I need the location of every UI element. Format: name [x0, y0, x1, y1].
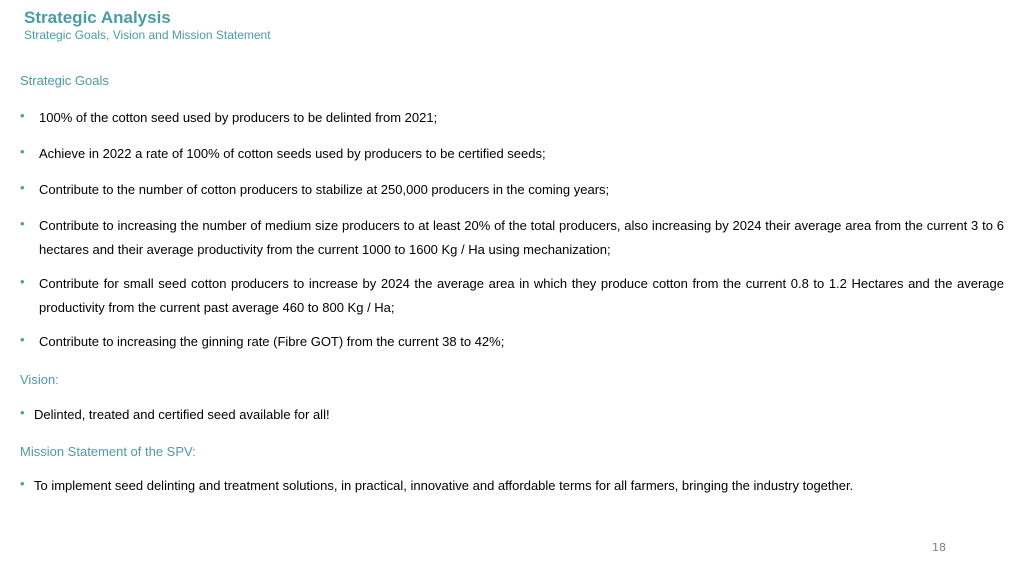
bullet-icon: •: [20, 405, 25, 420]
bullet-icon: •: [20, 274, 25, 289]
bullet-icon: •: [20, 216, 25, 231]
vision-item-text: Delinted, treated and certified seed available for all!: [34, 407, 330, 422]
goal-item: [20, 106, 1004, 130]
goal-item: [20, 214, 1004, 262]
page-number: 18: [932, 541, 946, 554]
bullet-icon: •: [20, 332, 25, 347]
goal-item: [20, 330, 1004, 354]
page-title: Strategic Analysis: [24, 8, 171, 27]
goal-item-text: Achieve in 2022 a rate of 100% of cotton seeds used by producers to be certified seeds;: [39, 146, 546, 161]
vision-heading: Vision:: [20, 372, 59, 387]
goal-item-text: Contribute to increasing the ginning rate (Fibre GOT) from the current 38 to 42%;: [39, 334, 505, 349]
strategic-goals-heading: Strategic Goals: [20, 73, 109, 88]
mission-item-text: To implement seed delinting and treatment solutions, in practical, innovative and affordable terms for all farmers, bringing the industry together.: [34, 478, 854, 493]
vision-item: [20, 403, 999, 427]
goal-item-text: Contribute for small seed cotton producers to increase by 2024 the average area in which they produce cotton from the current 0.8 to 1.2 Hectares and the average productivity from the current past average 460 to 800 Kg / Ha;: [39, 276, 1004, 315]
mission-item: [20, 474, 999, 498]
goal-item: [20, 178, 1004, 202]
goal-item: [20, 142, 1004, 166]
goal-item: [20, 272, 1004, 320]
bullet-icon: •: [20, 180, 25, 195]
goal-item-text: 100% of the cotton seed used by producers to be delinted from 2021;: [39, 110, 438, 125]
goal-item-text: Contribute to increasing the number of medium size producers to at least 20% of the total producers, also increasing by 2024 their average area from the current 3 to 6 hectares and their average productivity from the current 1000 to 1600 Kg / Ha using mechanization;: [39, 218, 1004, 257]
bullet-icon: •: [20, 144, 25, 159]
goal-item-text: Contribute to the number of cotton producers to stabilize at 250,000 producers in the coming years;: [39, 182, 610, 197]
bullet-icon: •: [20, 476, 25, 491]
bullet-icon: •: [20, 108, 25, 123]
mission-heading: Mission Statement of the SPV:: [20, 444, 196, 459]
slide-header: [24, 8, 271, 42]
page-subtitle: Strategic Goals, Vision and Mission Statement: [24, 28, 271, 42]
